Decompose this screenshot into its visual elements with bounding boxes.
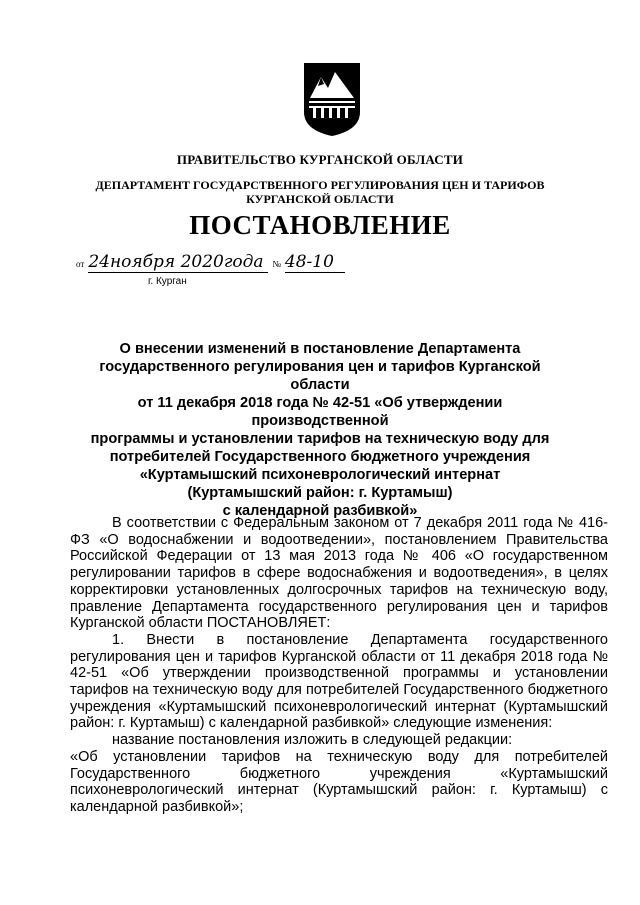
city: г. Курган xyxy=(148,276,187,287)
date-number-row xyxy=(76,252,345,276)
heading-line: «Куртамышский психоневрологический интернат xyxy=(139,467,501,483)
number-prefix: № xyxy=(272,259,281,269)
kurgan-coat-of-arms-icon xyxy=(301,60,363,138)
heading-line: государственного регулирования цен и тарифов Курганской области xyxy=(99,359,541,393)
heading-line: программы и установлении тарифов на техническую воду для xyxy=(90,431,550,447)
date-prefix: от xyxy=(76,259,85,269)
body-paragraph-item-1: 1. Внести в постановление Департамента государственного регулирования цен и тарифов Курганской области от 11 декабря 2018 года № 42-51 «Об утверждении производственной программы и установлении тарифов на техническую воду для потребителей Государственного бюджетного учреждения «Куртамышский психоневрологический интернат (Куртамышский район: г. Куртамыш) с календарной разбивкой» следующие изменения: xyxy=(70,631,608,732)
heading-line: (Куртамышский район: г. Куртамыш) xyxy=(187,485,453,501)
heading-line: О внесении изменений в постановление Департамента xyxy=(119,341,521,357)
document-type-title: ПОСТАНОВЛЕНИЕ xyxy=(189,210,451,240)
resolution-heading xyxy=(80,340,560,520)
body-paragraph-preamble: В соответствии с Федеральным законом от 7 декабря 2011 года № 416-ФЗ «О водоснабжении и водоотведении», постановлением Правительства Российской Федерации от 13 мая 2013 года № 406 «О государственном регулировании тарифов в сфере водоснабжения и водоотведения», в целях корректировки установленных долгосрочных тарифов на техническую воду, правление Департамента государственного регулирования цен и тарифов Курганской области ПОСТАНОВЛЯЕТ: xyxy=(70,515,608,632)
handwritten-date: 24ноября 2020года xyxy=(88,252,268,273)
document-body xyxy=(70,515,608,816)
department-name: ДЕПАРТАМЕНТ ГОСУДАРСТВЕННОГО РЕГУЛИРОВАНИЯ ЦЕН И ТАРИФОВ КУРГАНСКОЙ ОБЛАСТИ xyxy=(95,178,545,206)
heading-line: потребителей Государственного бюджетного учреждения xyxy=(109,449,531,465)
handwritten-number: 48-10 xyxy=(285,252,345,273)
government-name: ПРАВИТЕЛЬСТВО КУРГАНСКОЙ ОБЛАСТИ xyxy=(176,152,464,167)
heading-line: с календарной разбивкой» xyxy=(222,503,418,519)
body-paragraph-title-change: название постановления изложить в следующей редакции: xyxy=(112,732,513,749)
body-paragraph-new-title: «Об установлении тарифов на техническую воду для потребителей Государственного бюджетного учреждения «Куртамышский психоневрологический интернат (Куртамышский район: г. Куртамыш) с календарной разбивкой»; xyxy=(70,748,608,815)
heading-line: от 11 декабря 2018 года № 42-51 «Об утверждении производственной xyxy=(137,395,503,429)
